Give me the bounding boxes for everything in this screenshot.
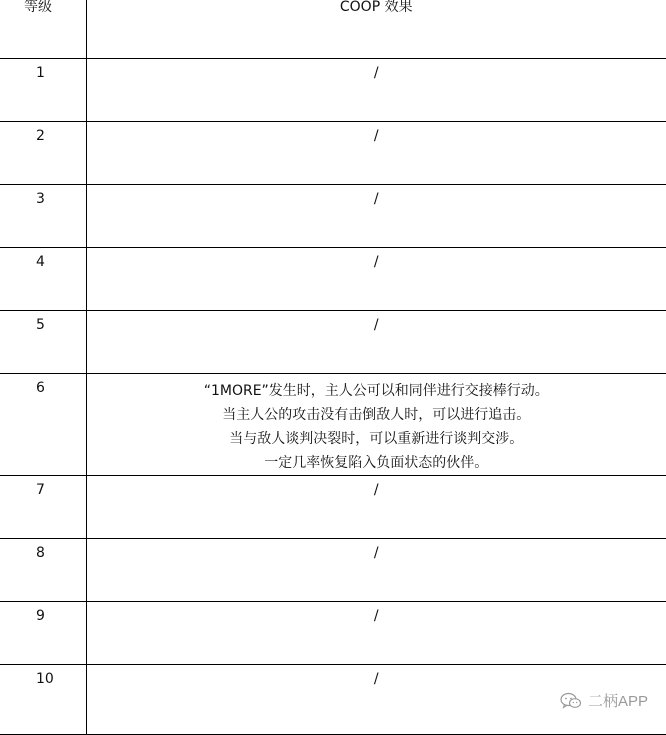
table-header-row	[0, 0, 666, 58]
level-cell: 7	[0, 475, 86, 538]
level-cell: 5	[0, 310, 86, 373]
effect-cell: /	[86, 121, 666, 184]
level-cell: 10	[0, 664, 86, 734]
effect-cell: /	[86, 664, 666, 734]
watermark	[560, 690, 648, 711]
effect-cell	[86, 373, 666, 475]
table-row	[0, 247, 666, 310]
effect-line: 一定几率恢复陷入负面状态的伙伴。	[87, 451, 666, 475]
table-row	[0, 58, 666, 121]
effect-cell: /	[86, 601, 666, 664]
effect-cell: /	[86, 247, 666, 310]
level-cell: 3	[0, 184, 86, 247]
effect-cell: /	[86, 184, 666, 247]
table-row	[0, 538, 666, 601]
table-row	[0, 601, 666, 664]
effect-lines	[87, 379, 666, 475]
level-cell: 9	[0, 601, 86, 664]
table-row	[0, 373, 666, 475]
watermark-text: 二柄APP	[588, 690, 648, 711]
effect-cell: /	[86, 310, 666, 373]
effect-cell: /	[86, 538, 666, 601]
header-effect: COOP 效果	[86, 0, 666, 58]
level-cell: 1	[0, 58, 86, 121]
header-level: 等级	[0, 0, 86, 58]
effect-line: “1MORE”发生时，主人公可以和同伴进行交接棒行动。	[87, 379, 666, 403]
effect-cell: /	[86, 58, 666, 121]
level-cell: 6	[0, 373, 86, 475]
level-cell: 2	[0, 121, 86, 184]
effect-cell: /	[86, 475, 666, 538]
table-row	[0, 184, 666, 247]
level-cell: 8	[0, 538, 86, 601]
level-cell: 4	[0, 247, 86, 310]
table-row	[0, 475, 666, 538]
table-row	[0, 310, 666, 373]
table-row	[0, 121, 666, 184]
effect-line: 当主人公的攻击没有击倒敌人时，可以进行追击。	[87, 403, 666, 427]
effect-line: 当与敌人谈判决裂时，可以重新进行谈判交涉。	[87, 427, 666, 451]
wechat-icon	[560, 692, 582, 710]
